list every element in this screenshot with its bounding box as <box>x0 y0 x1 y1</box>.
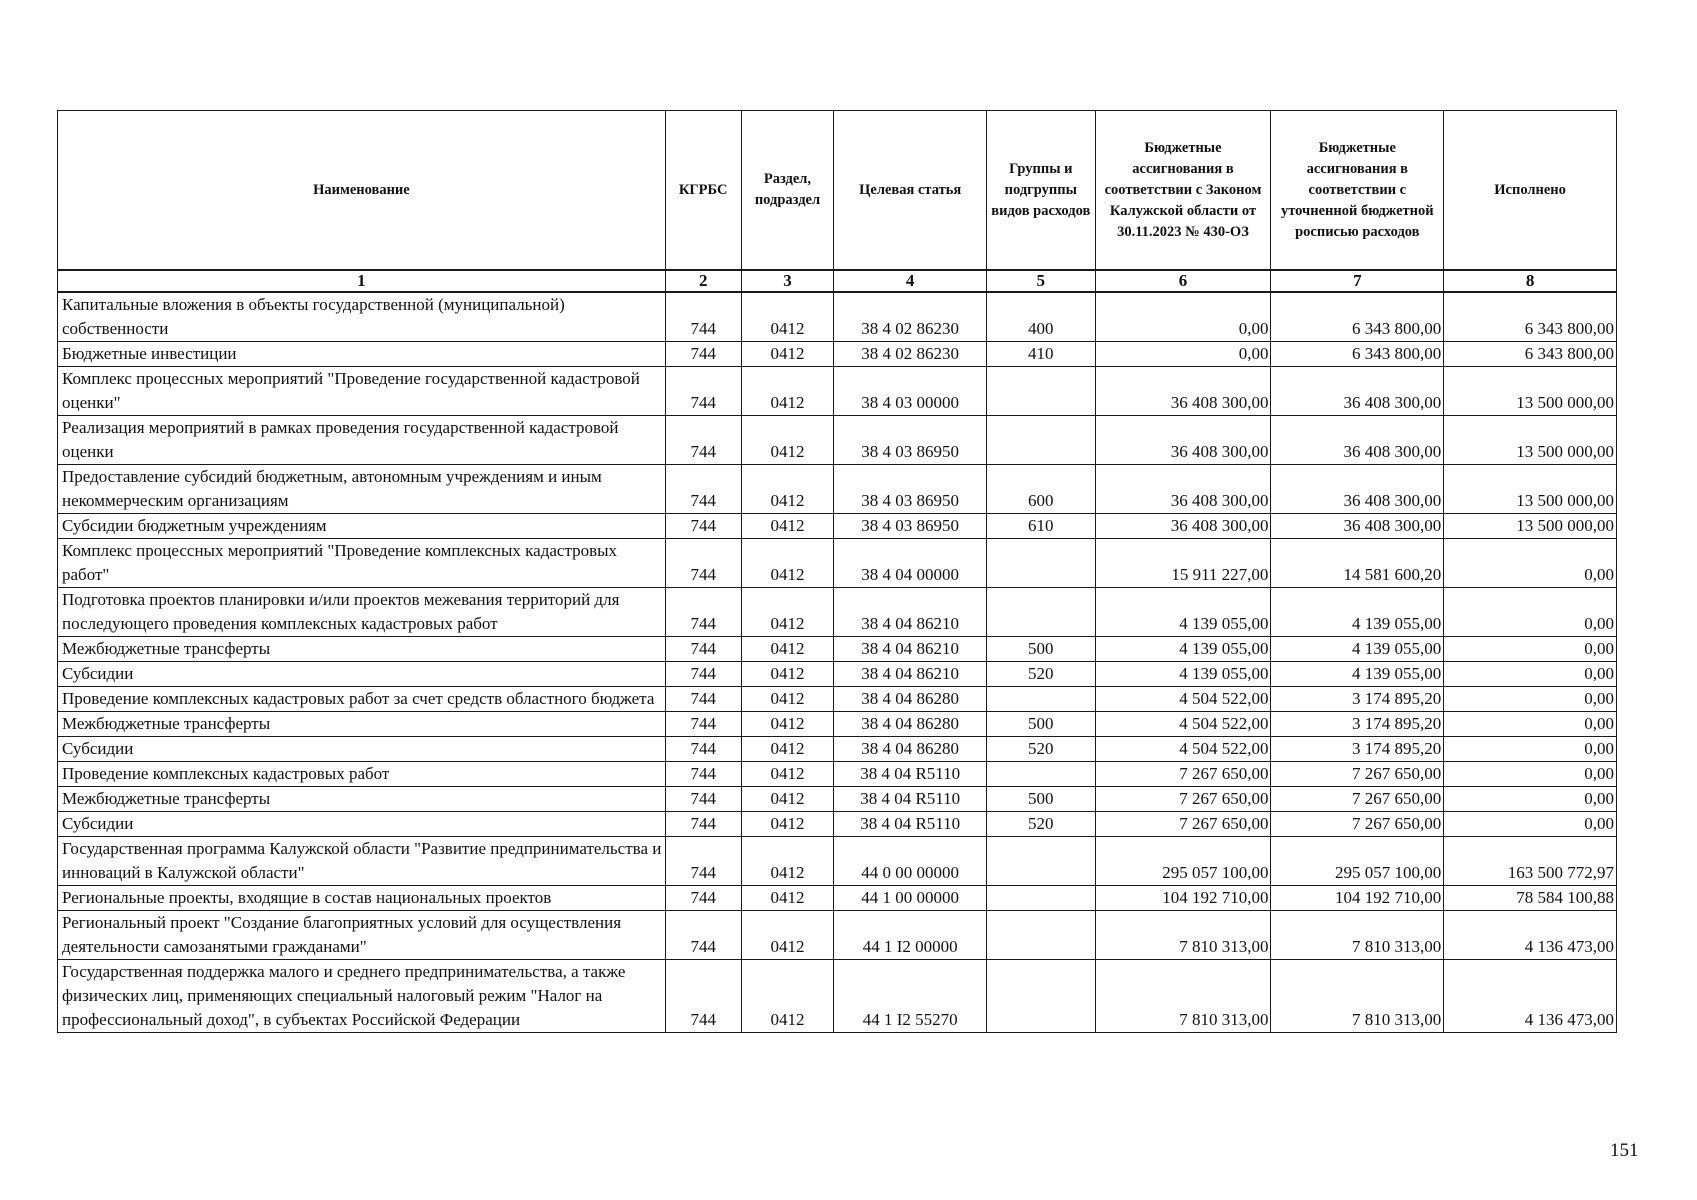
cell-assign-refined: 36 408 300,00 <box>1271 416 1444 465</box>
cell-kgrbs: 744 <box>665 837 741 886</box>
cell-kgrbs: 744 <box>665 662 741 687</box>
cell-razdel: 0412 <box>741 960 834 1033</box>
cell-kgrbs: 744 <box>665 292 741 342</box>
cell-razdel: 0412 <box>741 588 834 637</box>
cell-celevaya-statya: 38 4 04 86280 <box>834 687 987 712</box>
col-number: 1 <box>58 270 666 292</box>
cell-assign-law: 0,00 <box>1095 342 1271 367</box>
cell-assign-refined: 4 139 055,00 <box>1271 662 1444 687</box>
cell-razdel: 0412 <box>741 514 834 539</box>
cell-assign-refined: 6 343 800,00 <box>1271 342 1444 367</box>
table-row <box>58 416 1617 465</box>
header-assign-law: Бюджетные ассигнования в соответствии с Законом Калужской области от 30.11.2023 № 430-ОЗ <box>1095 111 1271 271</box>
cell-assign-law: 7 267 650,00 <box>1095 762 1271 787</box>
cell-assign-law: 4 504 522,00 <box>1095 712 1271 737</box>
cell-celevaya-statya: 38 4 04 R5110 <box>834 812 987 837</box>
table-row <box>58 812 1617 837</box>
table-row <box>58 514 1617 539</box>
cell-ispolneno: 13 500 000,00 <box>1444 416 1617 465</box>
table-row <box>58 911 1617 960</box>
cell-assign-refined: 104 192 710,00 <box>1271 886 1444 911</box>
cell-ispolneno: 0,00 <box>1444 687 1617 712</box>
cell-ispolneno: 4 136 473,00 <box>1444 960 1617 1033</box>
col-number: 6 <box>1095 270 1271 292</box>
cell-assign-law: 36 408 300,00 <box>1095 416 1271 465</box>
cell-vid-rashodov: 520 <box>987 737 1095 762</box>
cell-vid-rashodov: 400 <box>987 292 1095 342</box>
cell-kgrbs: 744 <box>665 787 741 812</box>
cell-assign-refined: 36 408 300,00 <box>1271 465 1444 514</box>
header-gruppy-vidov: Группы и подгруппы видов расходов <box>987 111 1095 271</box>
cell-vid-rashodov: 520 <box>987 662 1095 687</box>
cell-name: Реализация мероприятий в рамках проведения государственной кадастровой оценки <box>58 416 666 465</box>
cell-kgrbs: 744 <box>665 465 741 514</box>
table-row <box>58 886 1617 911</box>
cell-vid-rashodov <box>987 911 1095 960</box>
cell-ispolneno: 13 500 000,00 <box>1444 367 1617 416</box>
cell-assign-law: 7 810 313,00 <box>1095 960 1271 1033</box>
cell-name: Комплекс процессных мероприятий "Проведение государственной кадастровой оценки" <box>58 367 666 416</box>
col-number: 4 <box>834 270 987 292</box>
cell-name: Межбюджетные трансферты <box>58 787 666 812</box>
cell-vid-rashodov: 500 <box>987 637 1095 662</box>
table-row <box>58 367 1617 416</box>
cell-assign-law: 4 504 522,00 <box>1095 737 1271 762</box>
cell-name: Государственная программа Калужской области "Развитие предпринимательства и инноваций в Калужской области" <box>58 837 666 886</box>
cell-razdel: 0412 <box>741 837 834 886</box>
cell-vid-rashodov: 410 <box>987 342 1095 367</box>
cell-name: Государственная поддержка малого и среднего предпринимательства, а также физических лиц, применяющих специальный налоговый режим "Налог на профессиональный доход", в субъектах Российской Федерации <box>58 960 666 1033</box>
cell-name: Межбюджетные трансферты <box>58 637 666 662</box>
cell-assign-refined: 295 057 100,00 <box>1271 837 1444 886</box>
cell-name: Бюджетные инвестиции <box>58 342 666 367</box>
table-row <box>58 292 1617 342</box>
cell-ispolneno: 0,00 <box>1444 662 1617 687</box>
cell-name: Подготовка проектов планировки и/или проектов межевания территорий для последующего проведения комплексных кадастровых работ <box>58 588 666 637</box>
cell-name: Региональный проект "Создание благоприятных условий для осуществления деятельности самозанятыми гражданами" <box>58 911 666 960</box>
cell-vid-rashodov <box>987 837 1095 886</box>
budget-table <box>57 110 1617 1033</box>
cell-celevaya-statya: 38 4 04 86280 <box>834 712 987 737</box>
table-row <box>58 762 1617 787</box>
cell-assign-refined: 7 267 650,00 <box>1271 787 1444 812</box>
cell-assign-law: 36 408 300,00 <box>1095 465 1271 514</box>
col-number: 3 <box>741 270 834 292</box>
col-number: 2 <box>665 270 741 292</box>
cell-assign-law: 4 139 055,00 <box>1095 588 1271 637</box>
cell-ispolneno: 0,00 <box>1444 762 1617 787</box>
cell-name: Комплекс процессных мероприятий "Проведение комплексных кадастровых работ" <box>58 539 666 588</box>
header-name: Наименование <box>58 111 666 271</box>
table-row <box>58 588 1617 637</box>
cell-vid-rashodov <box>987 367 1095 416</box>
cell-razdel: 0412 <box>741 687 834 712</box>
cell-celevaya-statya: 38 4 02 86230 <box>834 292 987 342</box>
cell-assign-law: 4 139 055,00 <box>1095 637 1271 662</box>
cell-assign-refined: 14 581 600,20 <box>1271 539 1444 588</box>
cell-vid-rashodov <box>987 762 1095 787</box>
cell-ispolneno: 6 343 800,00 <box>1444 292 1617 342</box>
cell-celevaya-statya: 38 4 04 86280 <box>834 737 987 762</box>
table-header-row <box>58 111 1617 271</box>
table-row <box>58 837 1617 886</box>
cell-razdel: 0412 <box>741 787 834 812</box>
cell-razdel: 0412 <box>741 737 834 762</box>
table-row <box>58 960 1617 1033</box>
cell-ispolneno: 0,00 <box>1444 712 1617 737</box>
col-number: 8 <box>1444 270 1617 292</box>
cell-razdel: 0412 <box>741 637 834 662</box>
cell-assign-refined: 7 810 313,00 <box>1271 960 1444 1033</box>
cell-kgrbs: 744 <box>665 416 741 465</box>
cell-assign-law: 0,00 <box>1095 292 1271 342</box>
cell-ispolneno: 163 500 772,97 <box>1444 837 1617 886</box>
cell-assign-refined: 6 343 800,00 <box>1271 292 1444 342</box>
cell-kgrbs: 744 <box>665 712 741 737</box>
cell-celevaya-statya: 38 4 03 00000 <box>834 367 987 416</box>
cell-celevaya-statya: 44 1 I2 00000 <box>834 911 987 960</box>
table-row <box>58 662 1617 687</box>
cell-assign-law: 295 057 100,00 <box>1095 837 1271 886</box>
cell-vid-rashodov <box>987 416 1095 465</box>
header-celevaya-statya: Целевая статья <box>834 111 987 271</box>
header-ispolneno: Исполнено <box>1444 111 1617 271</box>
cell-ispolneno: 0,00 <box>1444 812 1617 837</box>
table-row <box>58 787 1617 812</box>
cell-razdel: 0412 <box>741 416 834 465</box>
cell-vid-rashodov <box>987 960 1095 1033</box>
budget-table-page <box>57 110 1617 1033</box>
cell-assign-refined: 7 810 313,00 <box>1271 911 1444 960</box>
cell-assign-refined: 7 267 650,00 <box>1271 762 1444 787</box>
header-kgrbs: КГРБС <box>665 111 741 271</box>
cell-assign-refined: 36 408 300,00 <box>1271 367 1444 416</box>
cell-ispolneno: 4 136 473,00 <box>1444 911 1617 960</box>
cell-kgrbs: 744 <box>665 737 741 762</box>
table-row <box>58 737 1617 762</box>
cell-celevaya-statya: 44 1 I2 55270 <box>834 960 987 1033</box>
cell-celevaya-statya: 38 4 04 86210 <box>834 637 987 662</box>
table-row <box>58 637 1617 662</box>
col-number: 5 <box>987 270 1095 292</box>
cell-name: Межбюджетные трансферты <box>58 712 666 737</box>
cell-ispolneno: 0,00 <box>1444 737 1617 762</box>
cell-razdel: 0412 <box>741 712 834 737</box>
cell-vid-rashodov: 600 <box>987 465 1095 514</box>
cell-ispolneno: 0,00 <box>1444 637 1617 662</box>
cell-vid-rashodov: 500 <box>987 712 1095 737</box>
cell-razdel: 0412 <box>741 539 834 588</box>
cell-assign-law: 36 408 300,00 <box>1095 367 1271 416</box>
col-number: 7 <box>1271 270 1444 292</box>
header-assign-refined: Бюджетные ассигнования в соответствии с уточненной бюджетной росписью расходов <box>1271 111 1444 271</box>
cell-razdel: 0412 <box>741 911 834 960</box>
cell-celevaya-statya: 38 4 04 86210 <box>834 588 987 637</box>
cell-name: Субсидии бюджетным учреждениям <box>58 514 666 539</box>
cell-vid-rashodov: 520 <box>987 812 1095 837</box>
cell-ispolneno: 13 500 000,00 <box>1444 465 1617 514</box>
cell-razdel: 0412 <box>741 886 834 911</box>
cell-razdel: 0412 <box>741 662 834 687</box>
cell-assign-law: 15 911 227,00 <box>1095 539 1271 588</box>
cell-celevaya-statya: 44 0 00 00000 <box>834 837 987 886</box>
cell-razdel: 0412 <box>741 812 834 837</box>
cell-assign-law: 7 267 650,00 <box>1095 812 1271 837</box>
cell-name: Капитальные вложения в объекты государственной (муниципальной) собственности <box>58 292 666 342</box>
cell-ispolneno: 78 584 100,88 <box>1444 886 1617 911</box>
cell-assign-law: 4 139 055,00 <box>1095 662 1271 687</box>
cell-ispolneno: 0,00 <box>1444 539 1617 588</box>
cell-kgrbs: 744 <box>665 886 741 911</box>
table-row <box>58 712 1617 737</box>
cell-razdel: 0412 <box>741 342 834 367</box>
cell-kgrbs: 744 <box>665 637 741 662</box>
table-row <box>58 539 1617 588</box>
cell-assign-refined: 3 174 895,20 <box>1271 737 1444 762</box>
cell-ispolneno: 0,00 <box>1444 588 1617 637</box>
cell-assign-refined: 7 267 650,00 <box>1271 812 1444 837</box>
cell-assign-law: 4 504 522,00 <box>1095 687 1271 712</box>
cell-celevaya-statya: 38 4 03 86950 <box>834 416 987 465</box>
cell-celevaya-statya: 38 4 02 86230 <box>834 342 987 367</box>
cell-vid-rashodov <box>987 687 1095 712</box>
cell-celevaya-statya: 38 4 04 00000 <box>834 539 987 588</box>
cell-vid-rashodov: 500 <box>987 787 1095 812</box>
cell-assign-law: 7 267 650,00 <box>1095 787 1271 812</box>
cell-name: Региональные проекты, входящие в состав национальных проектов <box>58 886 666 911</box>
cell-name: Проведение комплексных кадастровых работ <box>58 762 666 787</box>
cell-vid-rashodov <box>987 886 1095 911</box>
cell-kgrbs: 744 <box>665 367 741 416</box>
cell-ispolneno: 6 343 800,00 <box>1444 342 1617 367</box>
cell-assign-law: 104 192 710,00 <box>1095 886 1271 911</box>
cell-kgrbs: 744 <box>665 342 741 367</box>
table-row <box>58 687 1617 712</box>
cell-assign-refined: 3 174 895,20 <box>1271 687 1444 712</box>
cell-kgrbs: 744 <box>665 911 741 960</box>
cell-vid-rashodov <box>987 588 1095 637</box>
cell-celevaya-statya: 38 4 03 86950 <box>834 514 987 539</box>
cell-kgrbs: 744 <box>665 514 741 539</box>
cell-razdel: 0412 <box>741 762 834 787</box>
cell-name: Субсидии <box>58 737 666 762</box>
cell-name: Субсидии <box>58 812 666 837</box>
cell-assign-refined: 3 174 895,20 <box>1271 712 1444 737</box>
cell-celevaya-statya: 38 4 04 R5110 <box>834 787 987 812</box>
cell-celevaya-statya: 38 4 04 86210 <box>834 662 987 687</box>
cell-assign-refined: 4 139 055,00 <box>1271 637 1444 662</box>
cell-assign-law: 7 810 313,00 <box>1095 911 1271 960</box>
cell-razdel: 0412 <box>741 292 834 342</box>
header-razdel: Раздел, подраздел <box>741 111 834 271</box>
cell-assign-law: 36 408 300,00 <box>1095 514 1271 539</box>
page-number: 151 <box>1610 1140 1639 1161</box>
cell-razdel: 0412 <box>741 465 834 514</box>
column-number-row <box>58 270 1617 292</box>
cell-kgrbs: 744 <box>665 960 741 1033</box>
cell-kgrbs: 744 <box>665 762 741 787</box>
cell-kgrbs: 744 <box>665 687 741 712</box>
cell-celevaya-statya: 38 4 04 R5110 <box>834 762 987 787</box>
cell-ispolneno: 0,00 <box>1444 787 1617 812</box>
cell-name: Предоставление субсидий бюджетным, автономным учреждениям и иным некоммерческим организациям <box>58 465 666 514</box>
cell-vid-rashodov: 610 <box>987 514 1095 539</box>
cell-ispolneno: 13 500 000,00 <box>1444 514 1617 539</box>
cell-kgrbs: 744 <box>665 812 741 837</box>
cell-vid-rashodov <box>987 539 1095 588</box>
cell-kgrbs: 744 <box>665 539 741 588</box>
cell-celevaya-statya: 38 4 03 86950 <box>834 465 987 514</box>
cell-name: Субсидии <box>58 662 666 687</box>
cell-celevaya-statya: 44 1 00 00000 <box>834 886 987 911</box>
cell-assign-refined: 4 139 055,00 <box>1271 588 1444 637</box>
cell-kgrbs: 744 <box>665 588 741 637</box>
cell-assign-refined: 36 408 300,00 <box>1271 514 1444 539</box>
table-row <box>58 465 1617 514</box>
cell-name: Проведение комплексных кадастровых работ за счет средств областного бюджета <box>58 687 666 712</box>
cell-razdel: 0412 <box>741 367 834 416</box>
table-row <box>58 342 1617 367</box>
